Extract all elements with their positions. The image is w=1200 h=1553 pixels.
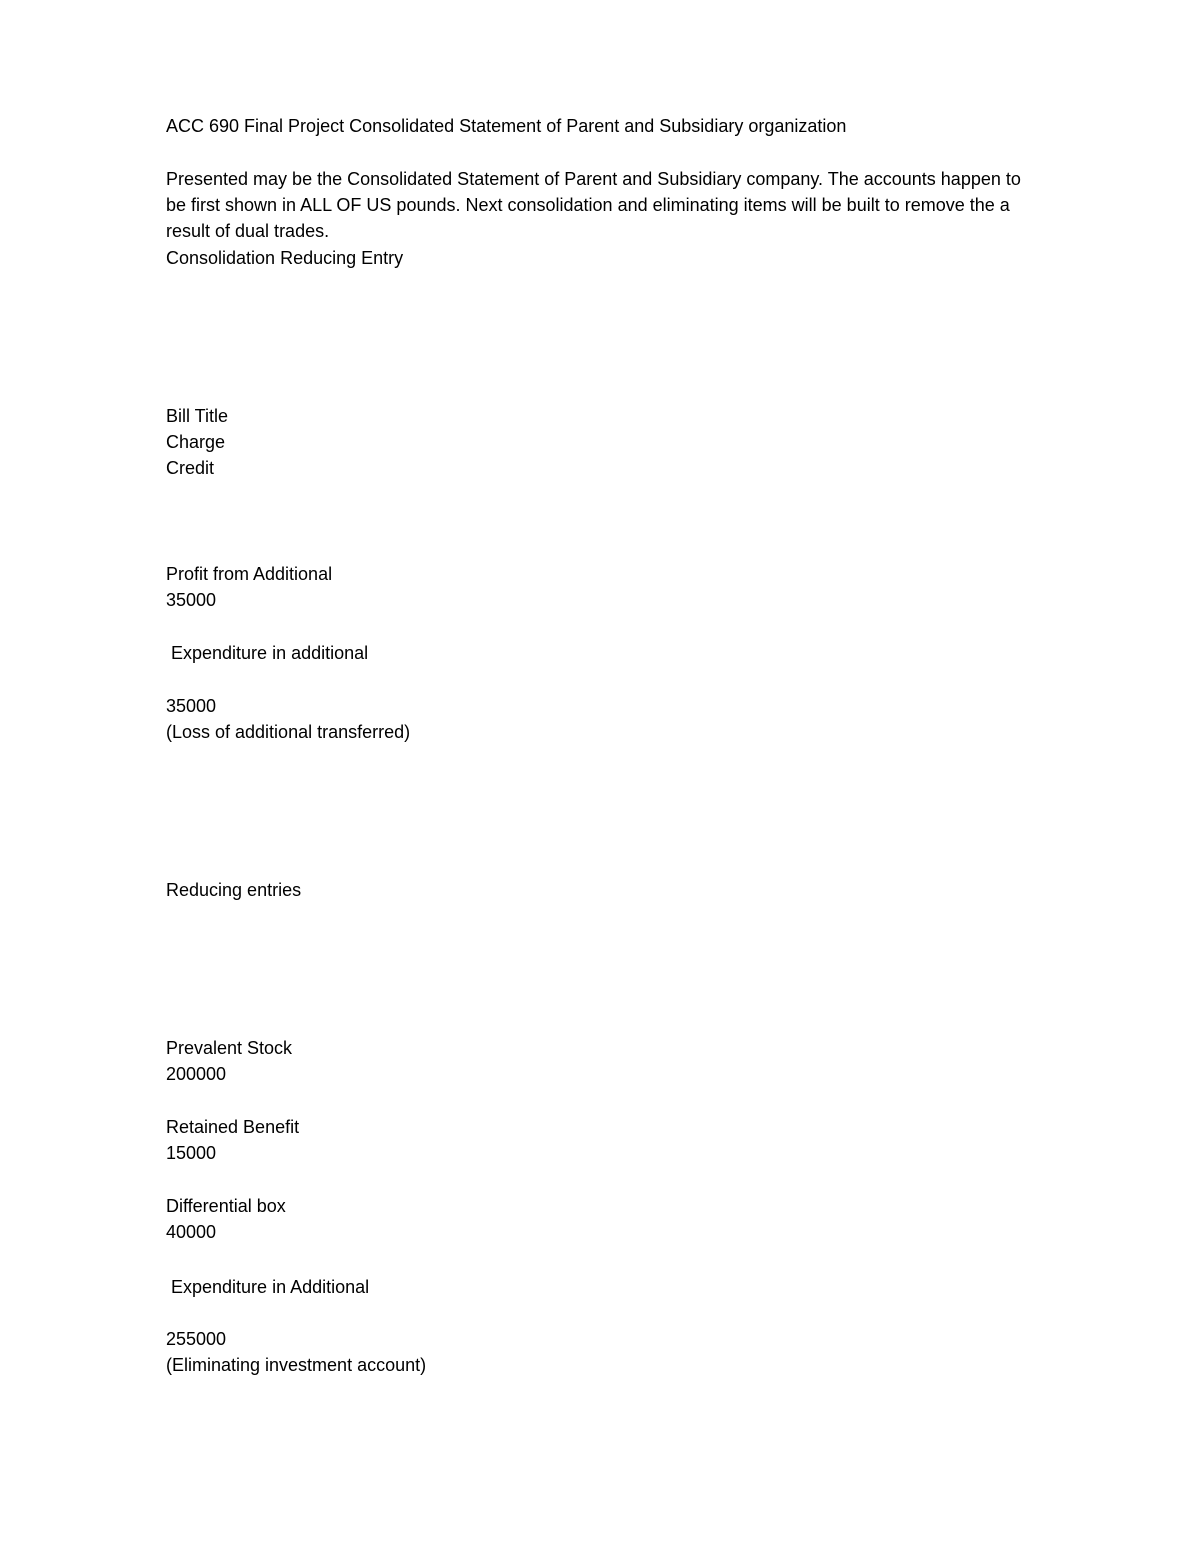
entry1-amount-1: 35000 — [166, 590, 217, 610]
intro-line: result of dual trades. — [166, 221, 330, 241]
entry2-account-3: Differential box — [166, 1196, 286, 1216]
reducing-heading: Reducing entries — [166, 880, 302, 900]
intro-line: be first shown in ALL OF US pounds. Next consolidation and eliminating items will be built to remove the a — [166, 195, 1010, 215]
entry2-amount-2: 15000 — [166, 1143, 217, 1163]
section-heading: Consolidation Reducing Entry — [166, 248, 404, 268]
header-debit: Charge — [166, 432, 226, 452]
entry2-amount-4: 255000 — [166, 1329, 227, 1349]
entry2-amount-3: 40000 — [166, 1222, 217, 1242]
entry2-amount-1: 200000 — [166, 1064, 227, 1084]
header-account: Bill Title — [166, 406, 229, 426]
document-title: ACC 690 Final Project Consolidated Statement of Parent and Subsidiary organization — [166, 116, 847, 136]
entry1-account-1: Profit from Additional — [166, 564, 333, 584]
entry2-note: (Eliminating investment account) — [166, 1355, 427, 1375]
entry2-account-1: Prevalent Stock — [166, 1038, 293, 1058]
entry1-amount-2: 35000 — [166, 696, 217, 716]
entry1-account-2: Expenditure in additional — [166, 643, 369, 663]
intro-line: Presented may be the Consolidated Statement of Parent and Subsidiary company. The accounts happen to — [166, 169, 1021, 189]
intro-paragraph — [166, 166, 1106, 244]
entry1-note: (Loss of additional transferred) — [166, 722, 411, 742]
header-credit: Credit — [166, 458, 215, 478]
entry2-account-4: Expenditure in Additional — [166, 1277, 370, 1297]
entry2-account-2: Retained Benefit — [166, 1117, 300, 1137]
